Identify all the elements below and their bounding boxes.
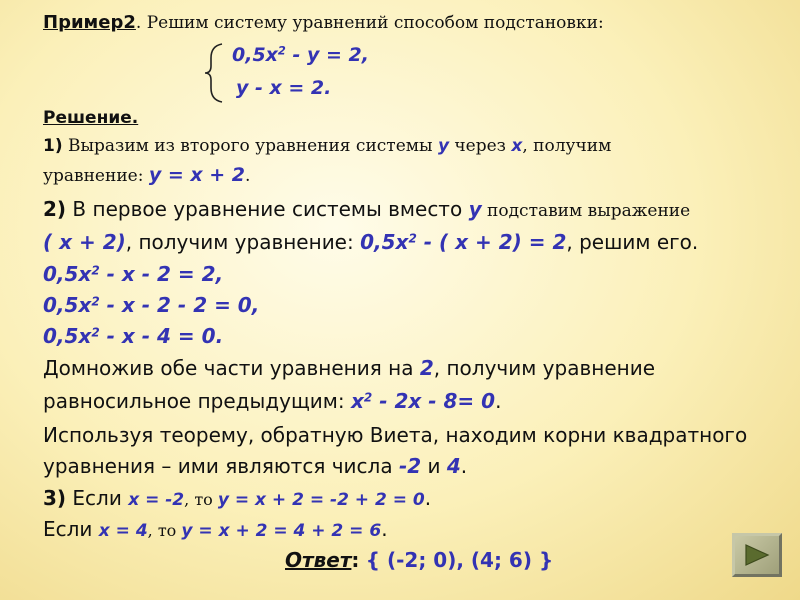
solution-heading: Решение. <box>43 108 139 128</box>
answer-value: { (-2; 0), (4; 6) } <box>365 548 554 572</box>
example-text: . Решим систему уравнений способом подстановки: <box>135 13 604 33</box>
step1-line1: 1) Выразим из второго уравнения системы y через x, получим <box>43 136 612 156</box>
multiply-line2: равносильное предыдущим: $x^2 - 2x - 8= 0$. <box>43 389 502 413</box>
next-slide-button[interactable] <box>732 533 782 577</box>
step1-line2: уравнение: y = x + 2. <box>43 164 251 186</box>
system-eq1: $0,5x^2 - y = 2$, <box>232 43 369 66</box>
vieta-line1: Используя теорему, обратную Виета, находим корни квадратного <box>43 423 748 447</box>
step2-line2: ( x + 2), получим уравнение: $0,5x^2$ - ( x + 2) = 2, решим его. <box>43 230 699 254</box>
equation-3: $0,5x^2 - x - 4 = 0$. <box>43 324 224 348</box>
equation-1: $0,5x^2 - x - 2 = 2$, <box>43 262 224 286</box>
vieta-line2: уравнения – ими являются числа -2 и 4. <box>43 454 468 478</box>
equation-2: $0,5x^2 - x - 2 - 2 = 0$, <box>43 293 260 317</box>
system-eq2: y - x = 2. <box>236 77 332 99</box>
answer-label: Ответ <box>285 548 352 572</box>
example-label: Пример2 <box>43 12 136 33</box>
system-brace <box>202 42 226 104</box>
step3-line: 3) Если x = -2, то y = x + 2 = -2 + 2 = 0. <box>43 486 432 510</box>
play-arrow-icon <box>744 543 770 567</box>
step2-line1: 2) В первое уравнение системы вместо y подставим выражение <box>43 197 691 221</box>
step4-line: Если x = 4, то y = x + 2 = 4 + 2 = 6. <box>43 517 388 541</box>
multiply-line1: Домножив обе части уравнения на 2, получим уравнение <box>43 356 656 380</box>
answer-line: Ответ: { (-2; 0), (4; 6) } <box>285 548 554 572</box>
example-line <box>43 12 604 33</box>
